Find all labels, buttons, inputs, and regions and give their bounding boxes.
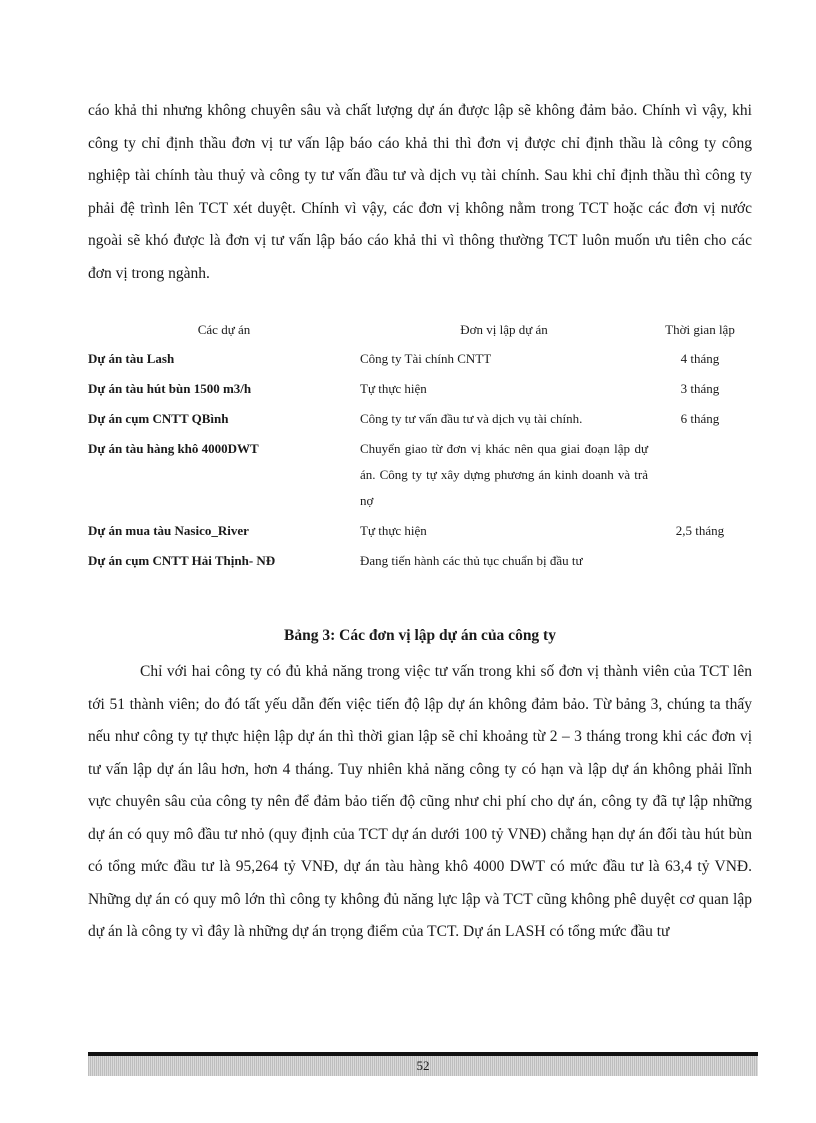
table-row [88, 518, 752, 548]
project-unit: Tự thực hiện [360, 381, 427, 396]
header-projects: Các dự án [197, 322, 251, 337]
projects-table [88, 320, 752, 578]
project-time: 4 tháng [680, 351, 720, 366]
page-number: 52 [416, 1058, 430, 1073]
paragraph-1: cáo khả thi nhưng không chuyên sâu và chất lượng dự án được lập sẽ không đảm bảo. Chính vì vậy, khi công ty chỉ định thầu đơn vị tư vấn lập báo cáo khả thi thì đơn vị được chỉ định thầu là công ty công nghiệp tài chính tàu thuỷ và công ty tư vấn đầu tư và dịch vụ tài chính. Sau khi chỉ định thầu thì công ty phải đệ trình lên TCT xét duyệt. Chính vì vậy, các đơn vị không nằm trong TCT hoặc các đơn vị nước ngoài sẽ khó được là đơn vị tư vấn lập báo cáo khả thi vì thông thường TCT luôn muốn ưu tiên cho các đơn vị trong ngành. [88, 102, 752, 282]
header-time: Thời gian lập [665, 322, 735, 337]
table-row [88, 376, 752, 406]
project-unit: Đang tiến hành các thủ tục chuẩn bị đầu tư [360, 553, 583, 568]
table-header-row [88, 320, 752, 346]
table-row [88, 436, 752, 518]
table-row [88, 548, 752, 578]
project-name: Dự án tàu hàng khô 4000DWT [88, 441, 259, 456]
project-unit: Chuyển giao từ đơn vị khác nên qua giai đoạn lập dự án. Công ty tự xây dựng phương án kinh doanh và trả nợ [360, 441, 648, 508]
paragraph-2: Chỉ với hai công ty có đủ khả năng trong việc tư vấn trong khi số đơn vị thành viên của TCT lên tới 51 thành viên; do đó tất yếu dẫn đến việc tiến độ lập dự án không đảm bảo. Từ bảng 3, chúng ta thấy nếu như công ty tự thực hiện lập dự án thì thời gian lập sẽ chỉ khoảng từ 2 – 3 tháng trong khi các đơn vị tư vấn lập dự án lâu hơn, hơn 4 tháng. Tuy nhiên khả năng công ty có hạn và lập dự án không phải lĩnh vực chuyên sâu của công ty nên để đảm bảo tiến độ cũng như chi phí cho dự án, công ty đã tự lập những dự án có quy mô đầu tư nhỏ (quy định của TCT dự án dưới 100 tỷ VNĐ) chẳng hạn dự án đối tàu hút bùn có tổng mức đầu tư là 95,264 tỷ VNĐ, dự án tàu hàng khô 4000 DWT có mức đầu tư là 63,4 tỷ VNĐ. Những dự án có quy mô lớn thì công ty không đủ năng lực lập và TCT cũng không phê duyệt cơ quan lập dự án là công ty vì đây là những dự án trọng điểm của TCT. Dự án LASH có tổng mức đầu tư [88, 663, 752, 940]
table-caption: Bảng 3: Các đơn vị lập dự án của công ty [284, 627, 556, 644]
project-unit: Công ty Tài chính CNTT [360, 351, 492, 366]
project-name: Dự án tàu hút bùn 1500 m3/h [88, 381, 252, 396]
project-time [648, 548, 752, 578]
table-row [88, 346, 752, 376]
project-time: 2,5 tháng [675, 523, 725, 538]
project-time [648, 436, 752, 518]
table-row [88, 406, 752, 436]
project-time: 6 tháng [680, 411, 720, 426]
project-name: Dự án cụm CNTT QBình [88, 411, 229, 426]
project-unit: Công ty tư vấn đầu tư và dịch vụ tài chính. [360, 411, 583, 426]
project-name: Dự án cụm CNTT Hải Thịnh- NĐ [88, 553, 276, 568]
project-name: Dự án mua tàu Nasico_River [88, 523, 249, 538]
header-unit: Đơn vị lập dự án [460, 322, 548, 337]
project-unit: Tự thực hiện [360, 523, 427, 538]
project-time: 3 tháng [680, 381, 720, 396]
project-name: Dự án tàu Lash [88, 351, 175, 366]
